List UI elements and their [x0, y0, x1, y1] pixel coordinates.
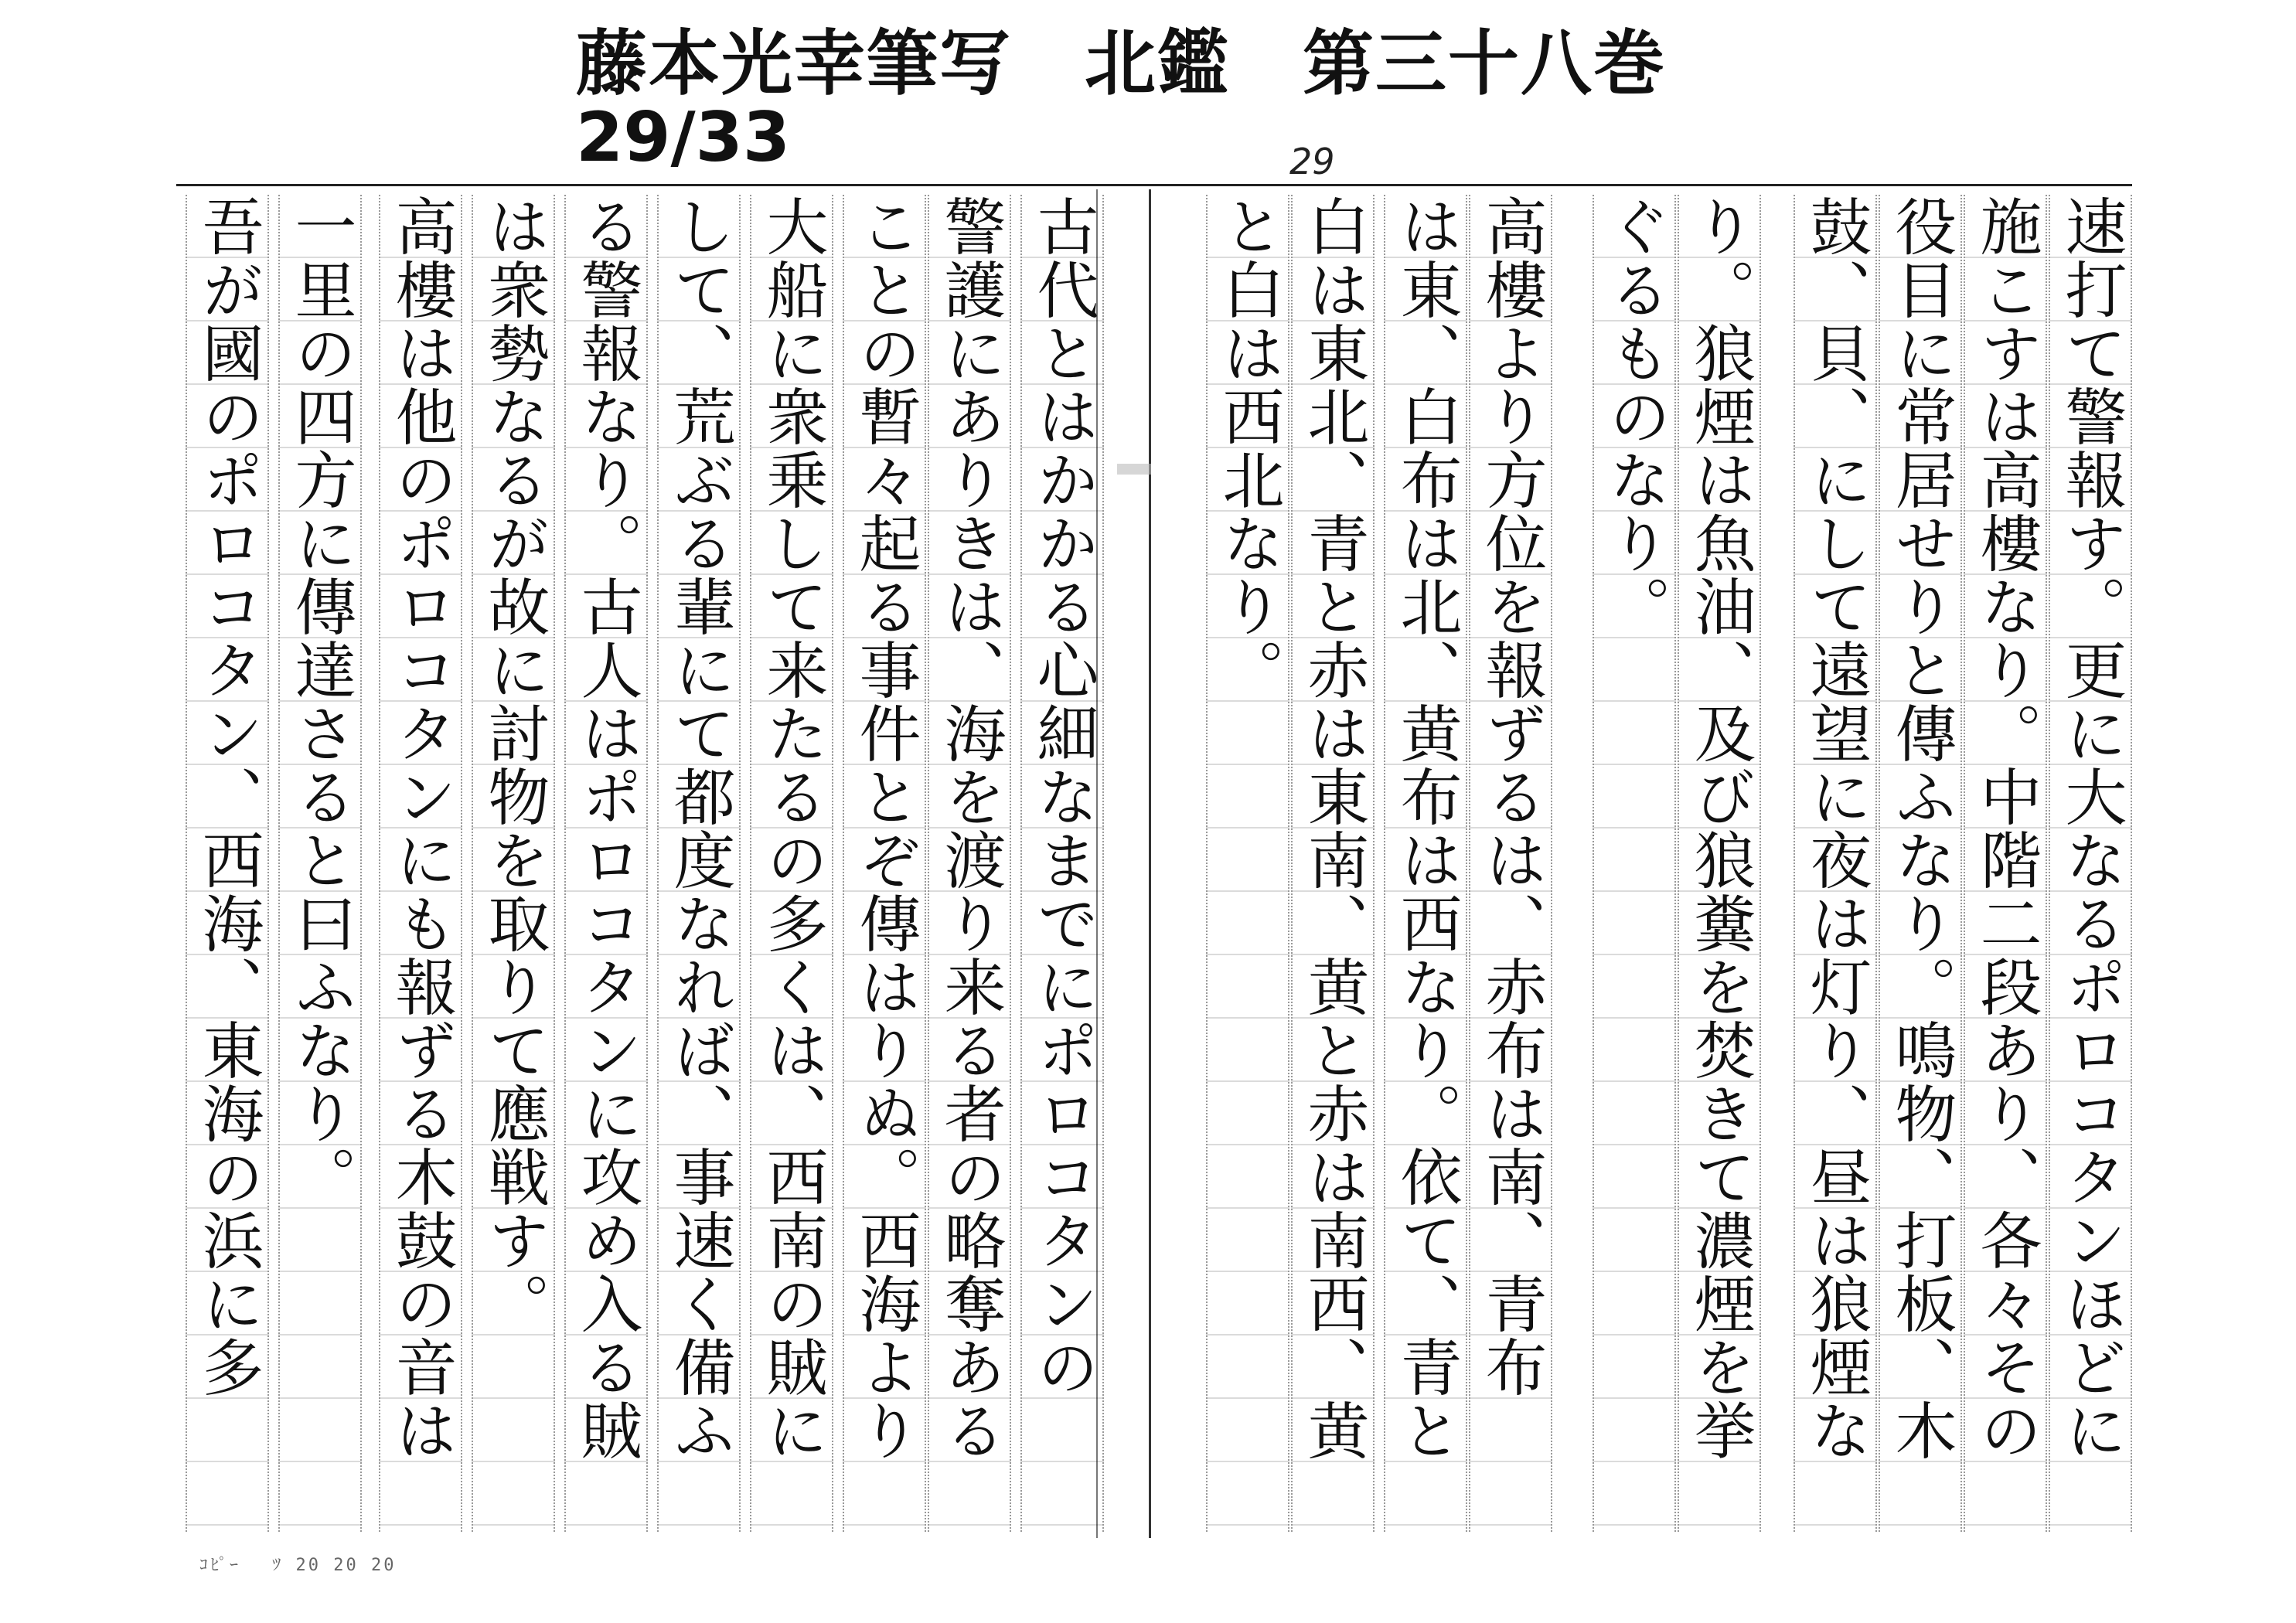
text-column-13: ことの暫々起る事件とぞ傳はりぬ。西海より: [843, 195, 926, 1532]
text-column-15: して、荒ぶる輩にて都度なれば、事速く備ふ: [657, 195, 741, 1532]
text-column-1: 速打て警報す。更に大なるポロコタンほどに: [2049, 195, 2132, 1532]
text-column-11: 古代とはかかる心細なまでにポロコタンの: [1020, 195, 1104, 1532]
text-column-20: 吾が國のポロコタン、西海、東海の浜に多: [186, 195, 269, 1532]
text-column-14: 大船に衆乗して来たるの多くは、西南の賊に: [750, 195, 833, 1532]
text-column-8: は東、白布は北、黄布は西なり。依て、青と: [1384, 195, 1467, 1532]
text-column-9: 白は東北、青と赤は東南、黄と赤は南西、黄: [1291, 195, 1375, 1532]
text-column-16: る警報なり。古人はポロコタンに攻め入る賊: [564, 195, 648, 1532]
text-column-19: 一里の四方に傳達さると曰ふなり。: [278, 195, 362, 1532]
fold-divider: [1149, 189, 1151, 1538]
text-column-18: 高樓は他のポロコタンにも報ずる木鼓の音は: [379, 195, 462, 1532]
text-column-7: 高樓より方位を報ずるは、赤布は南、青布: [1469, 195, 1552, 1532]
text-column-6: ぐるものなり。: [1593, 195, 1676, 1532]
text-column-4: 鼓、貝、にして遠望に夜は灯り、昼は狼煙な: [1794, 195, 1877, 1532]
document-title: 藤本光幸筆写 北鑑 第三十八巻: [576, 22, 1667, 105]
text-column-2: 施こすは高樓なり。中階二段あり、各々その: [1964, 195, 2047, 1532]
scan-smudge: [1117, 464, 1151, 475]
text-column-17: は衆勢なるが故に討物を取りて應戦す。: [472, 195, 555, 1532]
text-column-5: り。狼煙は魚油、及び狼糞を焚きて濃煙を挙: [1678, 195, 1761, 1532]
text-column-12: 警護にありきは、海を渡り来る者の略奪ある: [928, 195, 1011, 1532]
handwritten-page-number: 29: [1289, 141, 1335, 182]
page-counter: 29/33: [576, 97, 791, 177]
text-column-10: と白は西北なり。: [1206, 195, 1289, 1532]
text-column-3: 役目に常居せりと傳ふなり。鳴物、打板、木: [1879, 195, 1962, 1532]
copy-stamp: ｺﾋﾟｰ ﾂ 20 20 20: [199, 1556, 397, 1575]
